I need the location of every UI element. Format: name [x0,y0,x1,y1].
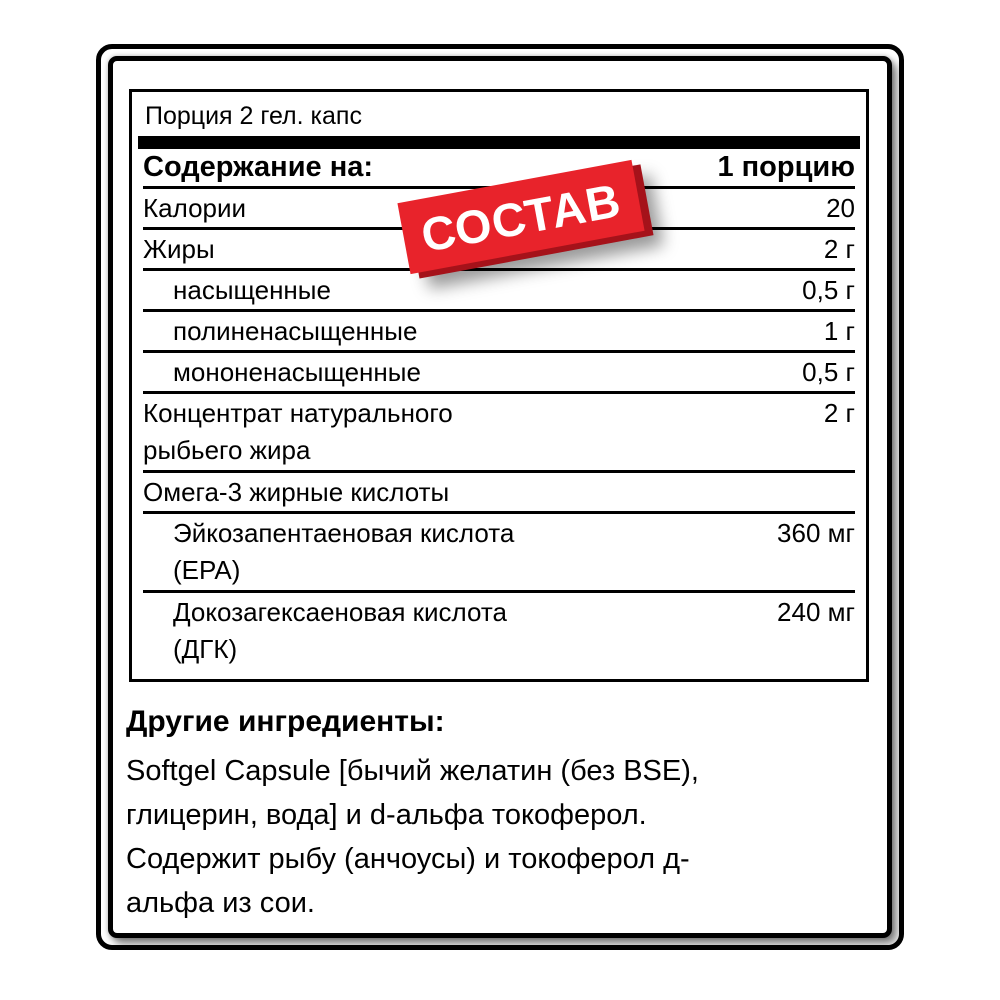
ingredients-line: Содержит рыбу (анчоусы) и токоферол д- [126,843,690,875]
other-ingredients-text [126,749,878,925]
other-ingredients-section [126,703,878,925]
row-label: Эйкозапентаеновая кислота (EPA) [173,518,515,585]
label-outer-frame [96,44,904,950]
table-row [143,514,855,593]
table-row [143,473,855,514]
facts-rows [143,189,855,684]
row-label: Омега-3 жирные кислоты [143,477,450,507]
ingredients-line: альфа из сои. [126,887,315,919]
row-label: Концентрат натурального рыбьего жира [143,398,453,465]
table-row [143,593,855,684]
supplement-facts-table [129,89,869,682]
table-row [143,271,855,312]
serving-size-line: Порция 2 гел. капс [145,102,362,130]
row-label: мононенасыщенные [173,357,421,387]
row-value: 2 г [823,234,855,264]
row-value: 0,5 г [802,275,855,305]
row-value: 1 г [823,316,855,346]
header-label: Содержание на: [143,151,374,183]
row-value: 240 мг [777,597,855,627]
table-row [143,353,855,394]
row-label: Калории [143,193,247,223]
sostav-stamp-label: СОСТАВ [416,172,625,262]
row-value: 2 г [823,398,855,428]
row-label: полиненасыщенные [173,316,418,346]
header-value: 1 порцию [717,151,855,183]
row-label: Жиры [143,234,215,264]
table-header-row [143,149,855,189]
row-label: насыщенные [173,275,331,305]
row-label: Докозагексаеновая кислота (ДГК) [173,597,507,664]
table-row [143,394,855,473]
row-value: 360 мг [777,518,855,548]
row-value: 20 [826,193,855,223]
table-row [143,312,855,353]
row-value: 0,5 г [802,357,855,387]
separator-thick-bar [138,136,860,149]
ingredients-line: Softgel Capsule [бычий желатин (без BSE), [126,755,699,787]
ingredients-line: глицерин, вода] и d-альфа токоферол. [126,799,647,831]
other-ingredients-heading: Другие ингредиенты: [126,705,445,738]
